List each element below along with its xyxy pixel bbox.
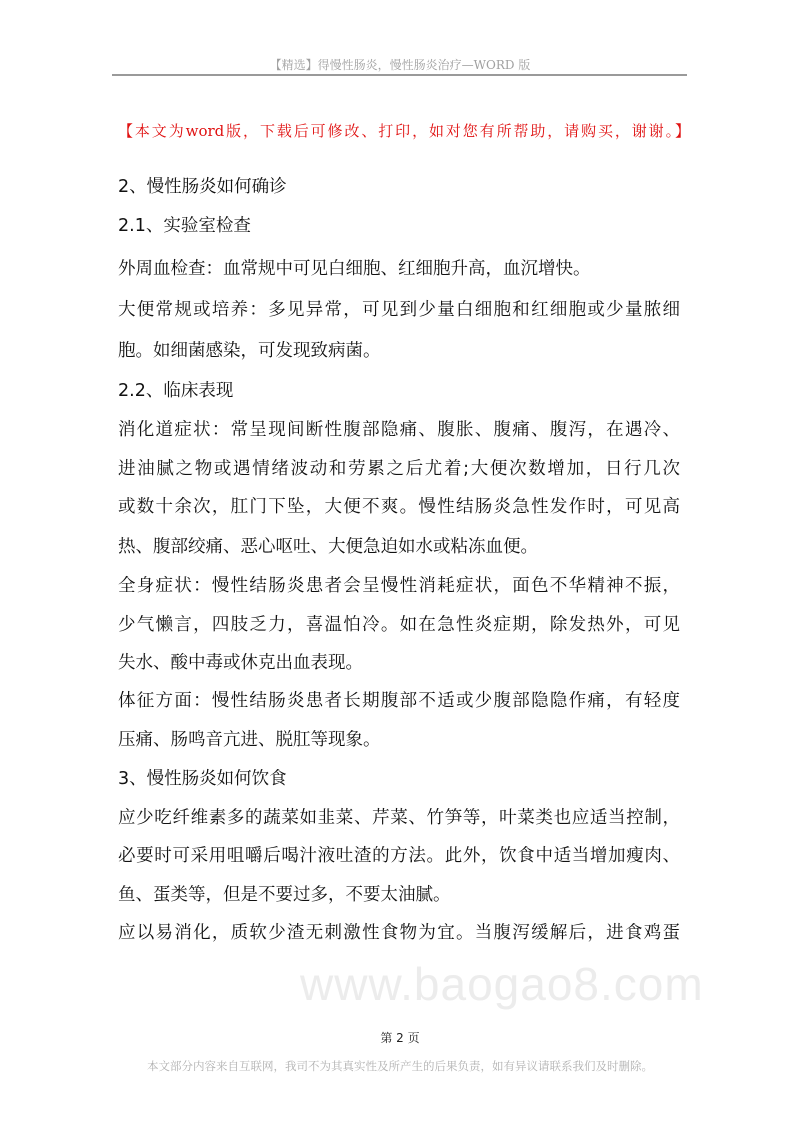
text-line: 大便常规或培养：多见异常，可见到少量白细胞和红细胞或少量脓细 xyxy=(118,300,680,320)
watermark: www.baogao8.com xyxy=(300,958,704,1010)
text-line: 全身症状：慢性结肠炎患者会呈慢性消耗症状，面色不华精神不振， xyxy=(118,576,680,596)
text-line: 2.2、临床表现 xyxy=(118,381,234,401)
page-header: 【精选】得慢性肠炎，慢性肠炎治疗—WORD 版 xyxy=(269,58,531,72)
text-line: 必要时可采用咀嚼后喝汁液吐渣的方法。此外，饮食中适当增加瘦肉、 xyxy=(118,846,680,866)
text-line: 应以易消化，质软少渣无刺激性食物为宜。当腹泻缓解后，进食鸡蛋 xyxy=(118,923,680,943)
text-line: 2、慢性肠炎如何确诊 xyxy=(118,177,287,197)
text-line: 或数十余次，肛门下坠，大便不爽。慢性结肠炎急性发作时，可见高 xyxy=(118,497,680,517)
page-number: 第 2 页 xyxy=(380,1031,420,1045)
text-line: 外周血检查：血常规中可见白细胞、红细胞升高，血沉增快。 xyxy=(118,259,591,279)
text-line: 少气懒言，四肢乏力，喜温怕冷。如在急性炎症期，除发热外，可见 xyxy=(118,615,680,635)
text-line: 应少吃纤维素多的蔬菜如韭菜、芹菜、竹笋等，叶菜类也应适当控制， xyxy=(118,808,680,828)
text-line: 体征方面：慢性结肠炎患者长期腹部不适或少腹部隐隐作痛，有轻度 xyxy=(118,691,680,711)
text-line: 胞。如细菌感染，可发现致病菌。 xyxy=(118,341,381,361)
purchase-notice: 【本文为word版，下载后可修改、打印，如对您有所帮助，请购买，谢谢。】 xyxy=(118,122,690,140)
text-line: 压痛、肠鸣音亢进、脱肛等现象。 xyxy=(118,730,381,750)
text-line: 消化道症状：常呈现间断性腹部隐痛、腹胀、腹痛、腹泻，在遇冷、 xyxy=(118,420,680,440)
header-divider xyxy=(112,74,687,76)
text-line: 失水、酸中毒或休克出血表现。 xyxy=(118,653,363,673)
disclaimer: 本文部分内容来自互联网，我司不为其真实性及所产生的后果负责，如有异议请联系我们及时删除。 xyxy=(147,1059,653,1073)
text-line: 进油腻之物或遇情绪波动和劳累之后尤着;大便次数增加，日行几次 xyxy=(118,459,680,479)
text-line: 2.1、实验室检查 xyxy=(118,216,251,236)
text-line: 鱼、蛋类等，但是不要过多，不要太油腻。 xyxy=(118,885,451,905)
text-line: 热、腹部绞痛、恶心呕吐、大便急迫如水或粘冻血便。 xyxy=(118,537,538,557)
text-line: 3、慢性肠炎如何饮食 xyxy=(118,769,287,789)
